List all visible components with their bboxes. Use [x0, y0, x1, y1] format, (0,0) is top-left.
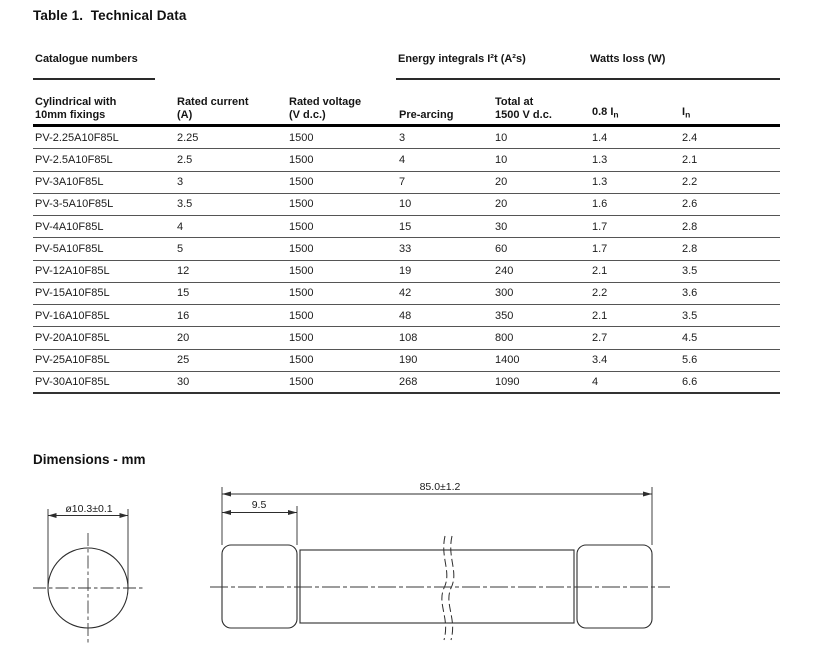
- value-cell: 1.4: [592, 131, 608, 144]
- value-cell: 2.1: [592, 265, 608, 278]
- value-cell: 7: [399, 176, 406, 189]
- column-header-0p8-in: 0.8 $I_n$: [592, 106, 619, 120]
- table-column-header-row: [33, 81, 780, 124]
- value-cell: 4: [399, 153, 406, 166]
- value-cell: 2.2: [682, 176, 698, 189]
- catalogue-number-cell: PV-30A10F85L: [35, 375, 110, 388]
- value-cell: 3.6: [682, 287, 698, 300]
- table-group-header-row: [33, 52, 780, 81]
- value-cell: 3: [399, 131, 406, 144]
- value-cell: 3: [177, 176, 184, 189]
- value-cell: 4: [177, 220, 184, 233]
- value-cell: 2.1: [682, 153, 698, 166]
- catalogue-number-cell: PV-2.25A10F85L: [35, 131, 119, 144]
- subscript-n: n: [685, 109, 691, 120]
- table-row: [33, 194, 780, 216]
- table-row: [33, 283, 780, 305]
- fuse-body: [300, 550, 574, 623]
- group-header-catalogue-numbers: Catalogue numbers: [35, 53, 138, 65]
- value-cell: 2.25: [177, 131, 199, 144]
- value-cell: 2.1: [592, 309, 608, 322]
- value-cell: 25: [177, 354, 190, 367]
- value-cell: 42: [399, 287, 412, 300]
- value-cell: 10: [495, 131, 508, 144]
- value-cell: 1400: [495, 354, 520, 367]
- value-cell: 1500: [289, 287, 314, 300]
- table-row: [33, 149, 780, 171]
- value-cell: 3.5: [682, 265, 698, 278]
- value-cell: 1500: [289, 354, 314, 367]
- value-cell: 15: [399, 220, 412, 233]
- value-cell: 20: [177, 331, 190, 344]
- value-cell: 19: [399, 265, 412, 278]
- column-header-rated-voltage: Rated voltage (V d.c.): [289, 96, 362, 121]
- table-body: [33, 127, 780, 394]
- table-row: [33, 350, 780, 372]
- catalogue-underline: [33, 78, 155, 80]
- subscript-n: n: [613, 109, 619, 120]
- value-cell: 4: [592, 375, 599, 388]
- value-cell: 1500: [289, 375, 314, 388]
- value-cell: 16: [177, 309, 190, 322]
- value-cell: 2.7: [592, 331, 608, 344]
- value-cell: 1.7: [592, 242, 608, 255]
- value-cell: 2.5: [177, 153, 193, 166]
- value-cell: 2.2: [592, 287, 608, 300]
- value-cell: 10: [495, 153, 508, 166]
- value-cell: 33: [399, 242, 412, 255]
- column-header-in: $I_n$: [682, 106, 691, 120]
- arrowhead: [222, 492, 231, 497]
- table-row: [33, 261, 780, 283]
- catalogue-number-cell: PV-15A10F85L: [35, 287, 110, 300]
- value-cell: 3.4: [592, 354, 608, 367]
- overall-length-label: 85.0±1.2: [419, 481, 461, 493]
- value-cell: 300: [495, 287, 514, 300]
- arrowhead: [48, 513, 57, 518]
- fuse-dimension-drawing: [0, 470, 819, 661]
- column-header-rated-current: Rated current (A): [177, 96, 249, 121]
- arrowhead: [222, 510, 231, 515]
- group-header-watts-loss: Watts loss (W): [590, 53, 666, 65]
- group-header-energy-integrals: Energy integrals I²t (A²s): [398, 53, 526, 65]
- column-header-cylindrical: Cylindrical with 10mm fixings: [35, 96, 117, 121]
- catalogue-number-cell: PV-12A10F85L: [35, 265, 110, 278]
- fuse-right-cap: [577, 545, 652, 628]
- table-row: [33, 305, 780, 327]
- value-cell: 1500: [289, 220, 314, 233]
- arrowhead: [288, 510, 297, 515]
- value-cell: 5: [177, 242, 184, 255]
- value-cell: 350: [495, 309, 514, 322]
- arrowhead: [120, 513, 129, 518]
- value-cell: 2.4: [682, 131, 698, 144]
- table-row: [33, 127, 780, 149]
- value-cell: 15: [177, 287, 190, 300]
- table-row: [33, 172, 780, 194]
- value-cell: 1.3: [592, 153, 608, 166]
- column-header-pre-arcing: Pre-arcing: [399, 108, 454, 121]
- fuse-left-cap: [222, 545, 297, 628]
- value-cell: 1090: [495, 375, 520, 388]
- cap-length-label: 9.5: [251, 499, 267, 511]
- value-cell: 2.8: [682, 220, 698, 233]
- column-header-total-at-1500: Total at 1500 V d.c.: [495, 96, 552, 121]
- value-cell: 800: [495, 331, 514, 344]
- value-cell: 190: [399, 354, 418, 367]
- value-cell: 4.5: [682, 331, 698, 344]
- value-cell: 1500: [289, 198, 314, 211]
- value-cell: 268: [399, 375, 418, 388]
- technical-data-table: [33, 52, 780, 394]
- value-cell: 240: [495, 265, 514, 278]
- energy-watts-underline: [396, 78, 780, 80]
- catalogue-number-cell: PV-2.5A10F85L: [35, 153, 113, 166]
- page-title: Table 1. Technical Data: [33, 8, 187, 23]
- arrowhead: [643, 492, 652, 497]
- value-cell: 6.6: [682, 375, 698, 388]
- value-cell: 1500: [289, 309, 314, 322]
- value-cell: 1500: [289, 153, 314, 166]
- value-cell: 48: [399, 309, 412, 322]
- catalogue-number-cell: PV-16A10F85L: [35, 309, 110, 322]
- dimensions-heading: Dimensions - mm: [33, 452, 146, 467]
- value-cell: 108: [399, 331, 418, 344]
- value-cell: 1500: [289, 176, 314, 189]
- table-row: [33, 372, 780, 394]
- value-cell: 60: [495, 242, 508, 255]
- catalogue-number-cell: PV-3A10F85L: [35, 176, 104, 189]
- catalogue-number-cell: PV-20A10F85L: [35, 331, 110, 344]
- value-cell: 2.8: [682, 242, 698, 255]
- value-cell: 3.5: [682, 309, 698, 322]
- catalogue-number-cell: PV-3-5A10F85L: [35, 198, 114, 211]
- value-cell: 1.6: [592, 198, 608, 211]
- value-cell: 1500: [289, 131, 314, 144]
- value-cell: 3.5: [177, 198, 193, 211]
- value-cell: 1500: [289, 331, 314, 344]
- value-cell: 12: [177, 265, 190, 278]
- value-cell: 10: [399, 198, 412, 211]
- value-cell: 30: [495, 220, 508, 233]
- diameter-dimension-label: ø10.3±0.1: [65, 503, 113, 515]
- value-cell: 1500: [289, 242, 314, 255]
- catalogue-number-cell: PV-25A10F85L: [35, 354, 110, 367]
- value-cell: 1500: [289, 265, 314, 278]
- table-row: [33, 238, 780, 260]
- table-row: [33, 216, 780, 238]
- value-cell: 20: [495, 198, 508, 211]
- catalogue-number-cell: PV-5A10F85L: [35, 242, 104, 255]
- value-cell: 5.6: [682, 354, 698, 367]
- table-row: [33, 327, 780, 349]
- value-cell: 20: [495, 176, 508, 189]
- catalogue-number-cell: PV-4A10F85L: [35, 220, 104, 233]
- value-cell: 1.7: [592, 220, 608, 233]
- value-cell: 2.6: [682, 198, 698, 211]
- value-cell: 1.3: [592, 176, 608, 189]
- value-cell: 30: [177, 375, 190, 388]
